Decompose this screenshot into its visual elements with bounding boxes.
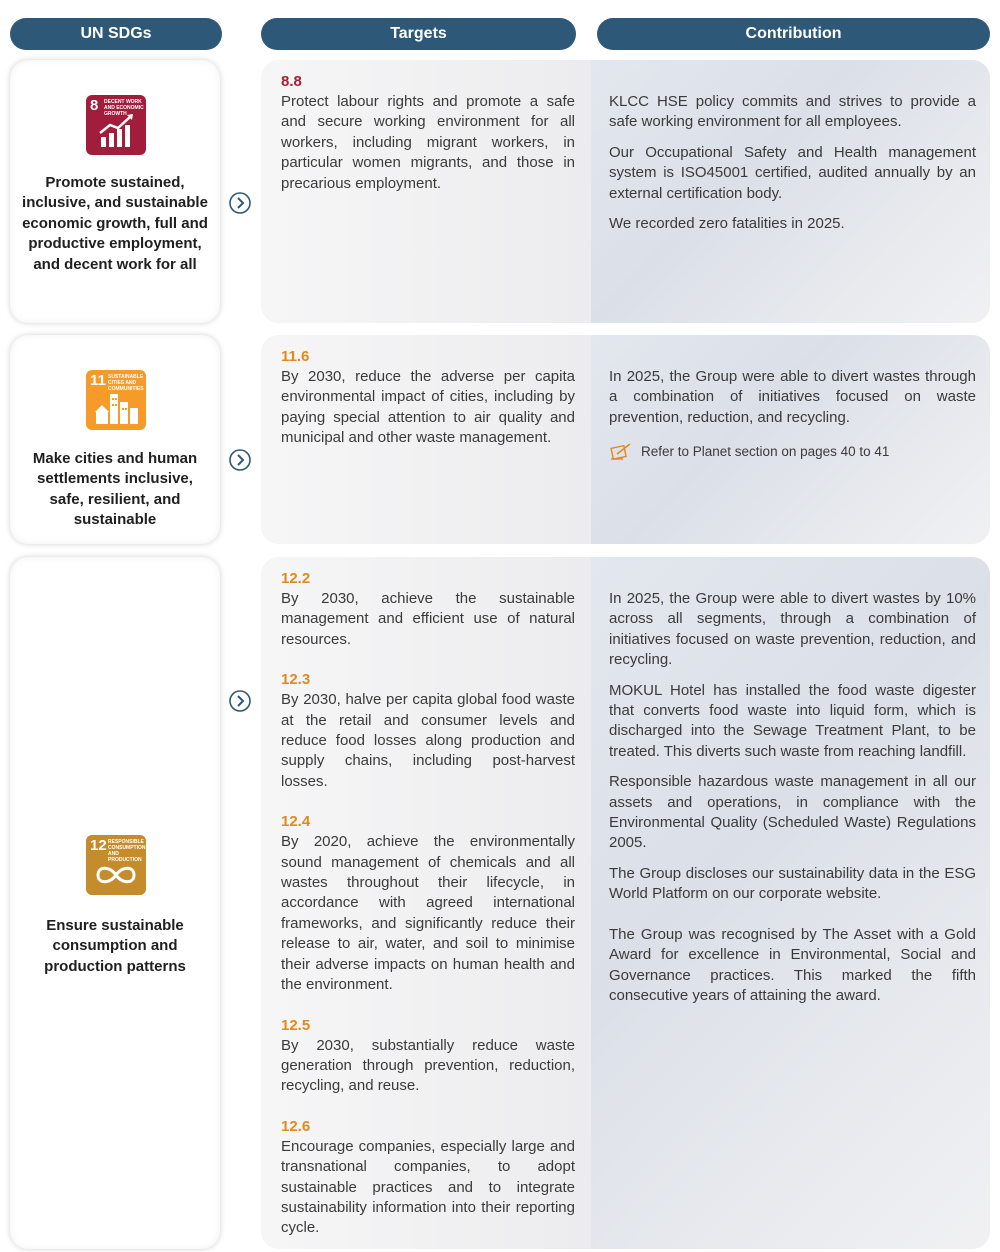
target-contribution-panel — [261, 60, 990, 323]
sdg-tile-title: DECENT WORK AND ECONOMIC GROWTH — [104, 99, 144, 117]
contribution-text: In 2025, the Group were able to divert wastes through a combination of initiatives focused on waste prevention, reduction, and recycling. — [609, 368, 976, 426]
contribution-text: Our Occupational Safety and Health management system is ISO45001 certified, audited annually by an external certification body. — [609, 143, 976, 202]
sdg-tile-title: SUSTAINABLE CITIES AND COMMUNITIES — [108, 374, 144, 392]
target-text: By 2030, reduce the adverse per capita environmental impact of cities, including by paying special attention to air quality and municipal and other waste management. — [281, 368, 575, 447]
reference-text: Refer to Planet section on pages 40 to 41 — [641, 443, 890, 459]
sdg-number: 8 — [90, 97, 99, 114]
chevron-right-icon[interactable] — [229, 449, 251, 471]
target-text: By 2030, substantially reduce waste generation through prevention, reduction, recycling, and reuse. — [281, 1036, 575, 1095]
header-targets: Targets — [261, 18, 576, 50]
target-number: 12.4 — [281, 813, 311, 831]
target-number: 12.3 — [281, 671, 311, 689]
targets-column — [281, 347, 575, 469]
growth-chart-icon — [86, 95, 146, 155]
header-contribution: Contribution — [597, 18, 990, 50]
target-text: By 2030, achieve the sustainable management and efficient use of natural resources. — [281, 590, 575, 648]
contribution-text: In 2025, the Group were able to divert wastes by 10% across all segments, through a combination of initiatives focused on waste prevention, reduction, and recycling. — [609, 590, 976, 669]
sdg-row-12 — [0, 557, 1000, 1249]
target-number: 12.2 — [281, 570, 311, 587]
page-reference[interactable] — [609, 442, 976, 460]
contribution-text: Responsible hazardous waste management in all our assets and operations, in compliance with the Environmental Quality (Scheduled Waste) Regulations 2005. — [609, 773, 976, 852]
target-contribution-panel — [261, 335, 990, 544]
sdg-tile-title: RESPONSIBLE CONSUMPTION AND PRODUCTION — [108, 839, 146, 863]
contribution-column — [609, 589, 976, 1016]
sdg-card — [10, 557, 220, 1249]
contribution-text: MOKUL Hotel has installed the food waste digester that converts food waste into liquid form, which is discharged into the Sewage Treatment Plant, to be treated. This diverts such waste from reaching landfill. — [609, 681, 976, 760]
sdg-card — [10, 335, 220, 544]
targets-column — [281, 72, 575, 214]
contribution-text: The Group was recognised by The Asset with a Gold Award for excellence in Environmental, Social and Governance practices. This marked the fifth consecutive years of attaining the award. — [609, 925, 976, 1004]
contribution-column — [609, 92, 976, 244]
sdg-11-tile — [86, 370, 146, 430]
sdg-card — [10, 60, 220, 323]
chevron-right-icon[interactable] — [229, 690, 251, 712]
target-number: 12.6 — [281, 1117, 311, 1135]
targets-column — [281, 569, 575, 1249]
target-text: By 2030, halve per capita global food waste at the retail and consumer levels and reduce food losses along production and supply chains, including post-harvest losses. — [281, 691, 575, 790]
header-un-sdgs: UN SDGs — [10, 18, 222, 50]
sdg-title: Promote sustained, inclusive, and sustainable economic growth, full and productive employment, and decent work for all — [22, 174, 208, 273]
target-number: 12.5 — [281, 1016, 311, 1034]
sdg-12-tile — [86, 835, 146, 895]
contribution-column — [609, 367, 976, 460]
target-text: By 2020, achieve the environmentally sound management of chemicals and all wastes throughout their lifecycle, in accordance with agreed international frameworks, and significantly reduce their release to air, water, and soil to minimise their adverse impacts on human health and the environment. — [281, 833, 575, 994]
city-buildings-icon — [86, 370, 146, 430]
sdg-row-8 — [0, 60, 1000, 323]
contribution-text: We recorded zero fatalities in 2025. — [609, 215, 845, 233]
target-contribution-panel — [261, 557, 990, 1249]
sdg-row-11 — [0, 335, 1000, 544]
target-number: 11.6 — [281, 348, 310, 365]
target-text: Protect labour rights and promote a safe and secure working environment for all workers, including migrant workers, in particular women migrants, and those in precarious employment. — [281, 93, 575, 192]
sdg-number: 12 — [90, 837, 107, 854]
sdg-number: 11 — [90, 372, 106, 389]
target-text: Encourage companies, especially large and transnational companies, to adopt sustainable practices and to integrate sustainability information into their reporting cycle. — [281, 1137, 575, 1237]
sdg-title: Ensure sustainable consumption and production patterns — [44, 917, 186, 975]
chevron-right-icon[interactable] — [229, 192, 251, 214]
pencil-note-icon — [609, 442, 633, 460]
sdg-8-tile — [86, 95, 146, 155]
infinity-icon — [86, 835, 146, 895]
sdg-title: Make cities and human settlements inclusive, safe, resilient, and sustainable — [32, 450, 198, 529]
target-number: 8.8 — [281, 73, 302, 90]
contribution-text: The Group discloses our sustainability data in the ESG World Platform on our corporate website. — [609, 864, 976, 903]
contribution-text: KLCC HSE policy commits and strives to provide a safe working environment for all employees. — [609, 93, 976, 131]
